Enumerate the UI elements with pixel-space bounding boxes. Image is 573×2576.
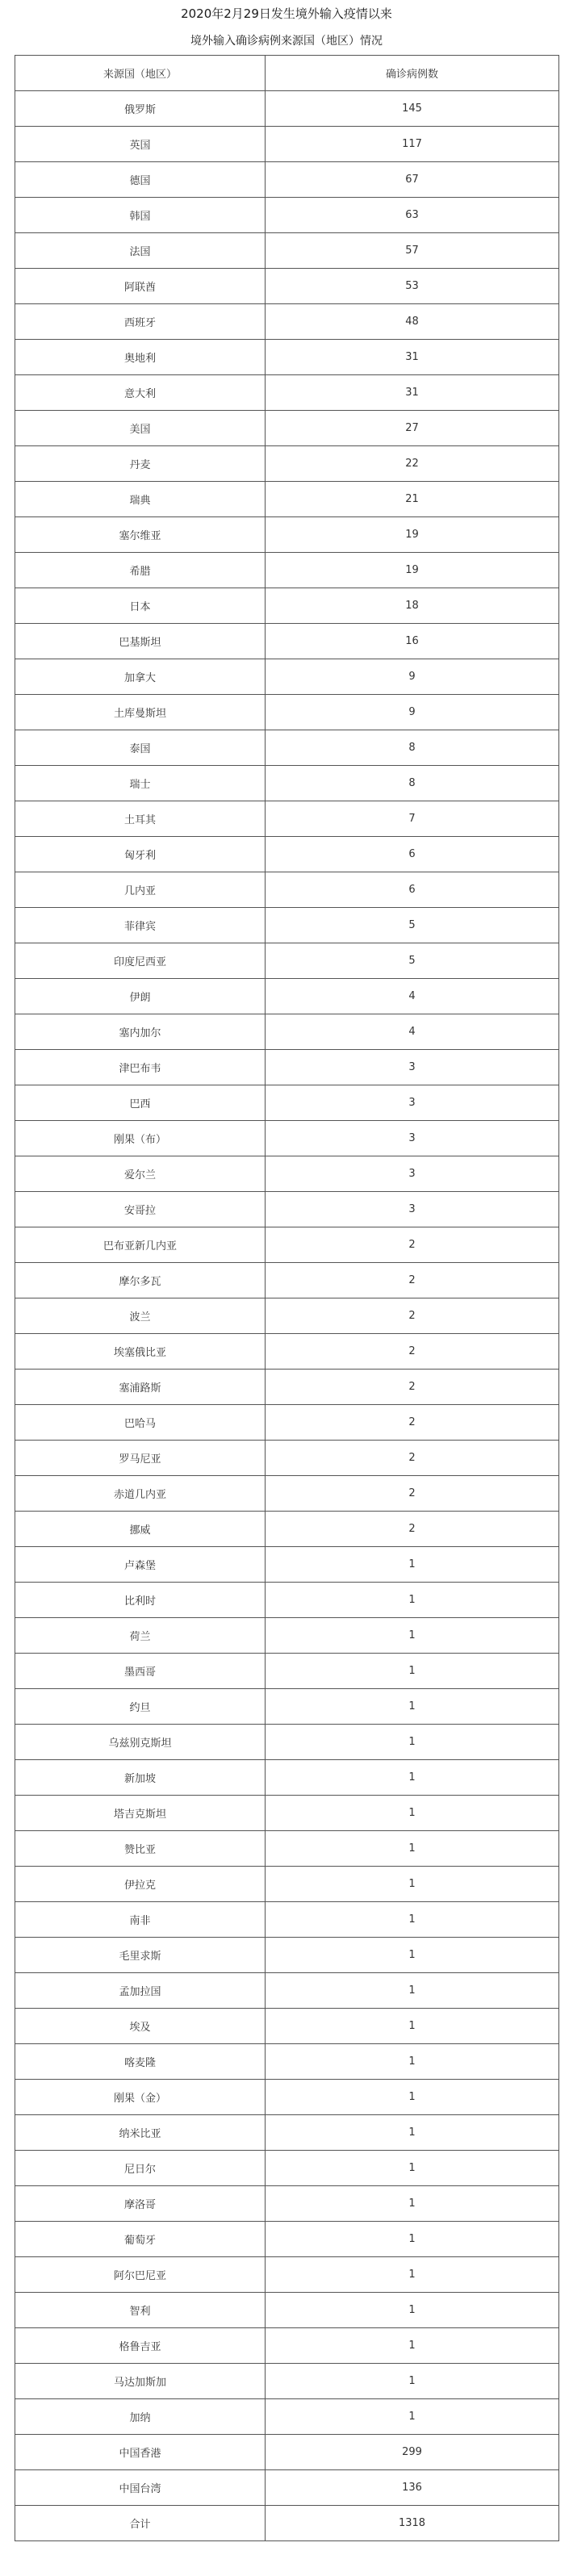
source-country-cell: 荷兰 (15, 1618, 266, 1654)
table-row (15, 2222, 559, 2257)
total-row (15, 2506, 559, 2541)
source-country-cell: 塞内加尔 (15, 1014, 266, 1050)
source-country-cell: 波兰 (15, 1298, 266, 1334)
source-country-cell: 西班牙 (15, 304, 266, 340)
source-country-cell: 巴西 (15, 1085, 266, 1121)
table-row (15, 1512, 559, 1547)
case-count-cell: 136 (266, 2470, 559, 2506)
source-country-cell: 伊朗 (15, 979, 266, 1014)
source-country-cell: 塔吉克斯坦 (15, 1796, 266, 1831)
table-row (15, 1263, 559, 1298)
table-row (15, 446, 559, 482)
table-row (15, 2151, 559, 2186)
table-row (15, 2399, 559, 2435)
case-count-cell: 1 (266, 2328, 559, 2364)
table-header-row (15, 56, 559, 91)
table-row (15, 2115, 559, 2151)
source-country-cell: 塞尔维亚 (15, 517, 266, 553)
case-count-cell: 1 (266, 1618, 559, 1654)
case-count-cell: 21 (266, 482, 559, 517)
table-row (15, 659, 559, 695)
case-count-cell: 8 (266, 766, 559, 801)
case-count-cell: 1 (266, 1796, 559, 1831)
source-country-cell: 奥地利 (15, 340, 266, 375)
case-count-cell: 1 (266, 1583, 559, 1618)
case-count-cell: 2 (266, 1441, 559, 1476)
case-count-cell: 22 (266, 446, 559, 482)
source-country-cell: 安哥拉 (15, 1192, 266, 1227)
table-row (15, 1760, 559, 1796)
case-count-cell: 1 (266, 1654, 559, 1689)
case-count-cell: 8 (266, 730, 559, 766)
table-row (15, 411, 559, 446)
source-country-cell: 阿尔巴尼亚 (15, 2257, 266, 2293)
source-country-cell: 阿联酋 (15, 269, 266, 304)
source-country-cell: 罗马尼亚 (15, 1441, 266, 1476)
total-label-cell: 合计 (15, 2506, 266, 2541)
table-row (15, 127, 559, 162)
table-row (15, 2328, 559, 2364)
case-count-cell: 2 (266, 1298, 559, 1334)
table-row (15, 2257, 559, 2293)
source-country-cell: 土耳其 (15, 801, 266, 837)
case-count-cell: 9 (266, 695, 559, 730)
source-country-cell: 孟加拉国 (15, 1973, 266, 2009)
case-count-cell: 1 (266, 2293, 559, 2328)
case-count-cell: 1 (266, 1725, 559, 1760)
source-country-cell: 中国台湾 (15, 2470, 266, 2506)
table-row (15, 908, 559, 943)
source-country-cell: 巴布亚新几内亚 (15, 1227, 266, 1263)
table-row (15, 943, 559, 979)
case-count-cell: 1 (266, 1760, 559, 1796)
table-row (15, 1831, 559, 1867)
case-count-cell: 1 (266, 1938, 559, 1973)
table-row (15, 269, 559, 304)
case-count-cell: 57 (266, 233, 559, 269)
source-country-cell: 德国 (15, 162, 266, 198)
source-country-cell: 匈牙利 (15, 837, 266, 872)
source-country-cell: 南非 (15, 1902, 266, 1938)
case-count-cell: 6 (266, 872, 559, 908)
source-country-cell: 刚果（布） (15, 1121, 266, 1156)
source-country-cell: 韩国 (15, 198, 266, 233)
source-country-cell: 挪威 (15, 1512, 266, 1547)
case-count-cell: 5 (266, 943, 559, 979)
table-row (15, 91, 559, 127)
table-row (15, 2435, 559, 2470)
column-header-source: 来源国（地区） (15, 56, 266, 91)
source-country-cell: 比利时 (15, 1583, 266, 1618)
source-country-cell: 巴基斯坦 (15, 624, 266, 659)
case-count-cell: 16 (266, 624, 559, 659)
source-country-cell: 意大利 (15, 375, 266, 411)
source-country-cell: 津巴布韦 (15, 1050, 266, 1085)
case-count-cell: 1 (266, 1867, 559, 1902)
table-row (15, 1014, 559, 1050)
table-row (15, 304, 559, 340)
case-count-cell: 2 (266, 1263, 559, 1298)
source-country-cell: 加纳 (15, 2399, 266, 2435)
case-count-cell: 2 (266, 1370, 559, 1405)
table-row (15, 2293, 559, 2328)
case-count-cell: 2 (266, 1512, 559, 1547)
case-count-cell: 1 (266, 2364, 559, 2399)
table-row (15, 624, 559, 659)
case-count-cell: 3 (266, 1192, 559, 1227)
source-country-cell: 约旦 (15, 1689, 266, 1725)
case-count-cell: 67 (266, 162, 559, 198)
case-count-cell: 1 (266, 1689, 559, 1725)
case-count-cell: 1 (266, 1547, 559, 1583)
case-count-cell: 2 (266, 1227, 559, 1263)
source-country-cell: 葡萄牙 (15, 2222, 266, 2257)
table-row (15, 1405, 559, 1441)
table-body (15, 91, 559, 2541)
case-count-cell: 5 (266, 908, 559, 943)
table-row (15, 162, 559, 198)
case-count-cell: 31 (266, 375, 559, 411)
case-count-cell: 27 (266, 411, 559, 446)
source-country-cell: 刚果（金） (15, 2080, 266, 2115)
source-country-cell: 赞比亚 (15, 1831, 266, 1867)
table-row (15, 1050, 559, 1085)
source-country-cell: 中国香港 (15, 2435, 266, 2470)
case-count-cell: 2 (266, 1476, 559, 1512)
source-country-cell: 摩洛哥 (15, 2186, 266, 2222)
table-row (15, 1583, 559, 1618)
case-count-cell: 3 (266, 1156, 559, 1192)
source-country-cell: 土库曼斯坦 (15, 695, 266, 730)
table-row (15, 1441, 559, 1476)
source-country-cell: 伊拉克 (15, 1867, 266, 1902)
source-country-cell: 塞浦路斯 (15, 1370, 266, 1405)
case-count-cell: 6 (266, 837, 559, 872)
table-row (15, 2364, 559, 2399)
table-row (15, 1867, 559, 1902)
case-count-cell: 9 (266, 659, 559, 695)
table-row (15, 979, 559, 1014)
source-country-cell: 格鲁吉亚 (15, 2328, 266, 2364)
case-count-cell: 1 (266, 2151, 559, 2186)
case-count-cell: 1 (266, 2115, 559, 2151)
table-row (15, 1192, 559, 1227)
column-header-count: 确诊病例数 (266, 56, 559, 91)
table-row (15, 553, 559, 588)
case-count-cell: 4 (266, 1014, 559, 1050)
source-country-cell: 墨西哥 (15, 1654, 266, 1689)
case-count-cell: 48 (266, 304, 559, 340)
table-row (15, 2009, 559, 2044)
case-count-cell: 1 (266, 1831, 559, 1867)
table-row (15, 2080, 559, 2115)
imported-cases-table (15, 55, 559, 2541)
source-country-cell: 瑞士 (15, 766, 266, 801)
source-country-cell: 乌兹别克斯坦 (15, 1725, 266, 1760)
table-row (15, 1902, 559, 1938)
case-count-cell: 1 (266, 2009, 559, 2044)
table-row (15, 1476, 559, 1512)
source-country-cell: 摩尔多瓦 (15, 1263, 266, 1298)
table-row (15, 2186, 559, 2222)
source-country-cell: 巴哈马 (15, 1405, 266, 1441)
source-country-cell: 菲律宾 (15, 908, 266, 943)
source-country-cell: 埃及 (15, 2009, 266, 2044)
table-row (15, 375, 559, 411)
case-count-cell: 31 (266, 340, 559, 375)
case-count-cell: 145 (266, 91, 559, 127)
source-country-cell: 喀麦隆 (15, 2044, 266, 2080)
source-country-cell: 爱尔兰 (15, 1156, 266, 1192)
table-row (15, 730, 559, 766)
case-count-cell: 4 (266, 979, 559, 1014)
table-row (15, 233, 559, 269)
table-row (15, 340, 559, 375)
table-row (15, 1547, 559, 1583)
table-row (15, 517, 559, 553)
table-row (15, 872, 559, 908)
table-row (15, 1618, 559, 1654)
case-count-cell: 3 (266, 1085, 559, 1121)
case-count-cell: 1 (266, 1973, 559, 2009)
table-row (15, 1298, 559, 1334)
table-row (15, 1725, 559, 1760)
total-value-cell: 1318 (266, 2506, 559, 2541)
case-count-cell: 1 (266, 2186, 559, 2222)
case-count-cell: 1 (266, 2222, 559, 2257)
case-count-cell: 19 (266, 517, 559, 553)
table-row (15, 482, 559, 517)
case-count-cell: 1 (266, 2399, 559, 2435)
case-count-cell: 3 (266, 1050, 559, 1085)
case-count-cell: 3 (266, 1121, 559, 1156)
source-country-cell: 新加坡 (15, 1760, 266, 1796)
case-count-cell: 1 (266, 2080, 559, 2115)
source-country-cell: 几内亚 (15, 872, 266, 908)
source-country-cell: 智利 (15, 2293, 266, 2328)
source-country-cell: 英国 (15, 127, 266, 162)
source-country-cell: 美国 (15, 411, 266, 446)
table-row (15, 1973, 559, 2009)
table-row (15, 1654, 559, 1689)
table-row (15, 1156, 559, 1192)
source-country-cell: 纳米比亚 (15, 2115, 266, 2151)
source-country-cell: 泰国 (15, 730, 266, 766)
source-country-cell: 马达加斯加 (15, 2364, 266, 2399)
source-country-cell: 法国 (15, 233, 266, 269)
source-country-cell: 加拿大 (15, 659, 266, 695)
case-count-cell: 2 (266, 1405, 559, 1441)
source-country-cell: 俄罗斯 (15, 91, 266, 127)
source-country-cell: 瑞典 (15, 482, 266, 517)
source-country-cell: 毛里求斯 (15, 1938, 266, 1973)
source-country-cell: 希腊 (15, 553, 266, 588)
table-row (15, 766, 559, 801)
source-country-cell: 印度尼西亚 (15, 943, 266, 979)
case-count-cell: 19 (266, 553, 559, 588)
table-caption: 境外输入确诊病例来源国（地区）情况 (190, 35, 383, 48)
case-count-cell: 63 (266, 198, 559, 233)
case-count-cell: 7 (266, 801, 559, 837)
case-count-cell: 1 (266, 2257, 559, 2293)
case-count-cell: 53 (266, 269, 559, 304)
source-country-cell: 尼日尔 (15, 2151, 266, 2186)
table-row (15, 1370, 559, 1405)
table-row (15, 1334, 559, 1370)
table-row (15, 1689, 559, 1725)
case-count-cell: 299 (266, 2435, 559, 2470)
table-row (15, 198, 559, 233)
table-row (15, 2044, 559, 2080)
table-row (15, 837, 559, 872)
source-country-cell: 日本 (15, 588, 266, 624)
table-row (15, 2470, 559, 2506)
source-country-cell: 丹麦 (15, 446, 266, 482)
table-row (15, 1227, 559, 1263)
case-count-cell: 1 (266, 2044, 559, 2080)
table-row (15, 1121, 559, 1156)
case-count-cell: 117 (266, 127, 559, 162)
table-row (15, 588, 559, 624)
source-country-cell: 赤道几内亚 (15, 1476, 266, 1512)
table-row (15, 1085, 559, 1121)
case-count-cell: 1 (266, 1902, 559, 1938)
case-count-cell: 2 (266, 1334, 559, 1370)
table-row (15, 1938, 559, 1973)
table-row (15, 695, 559, 730)
page-title: 2020年2月29日发生境外输入疫情以来 (181, 6, 392, 21)
case-count-cell: 18 (266, 588, 559, 624)
source-country-cell: 埃塞俄比亚 (15, 1334, 266, 1370)
table-row (15, 1796, 559, 1831)
table-row (15, 801, 559, 837)
source-country-cell: 卢森堡 (15, 1547, 266, 1583)
